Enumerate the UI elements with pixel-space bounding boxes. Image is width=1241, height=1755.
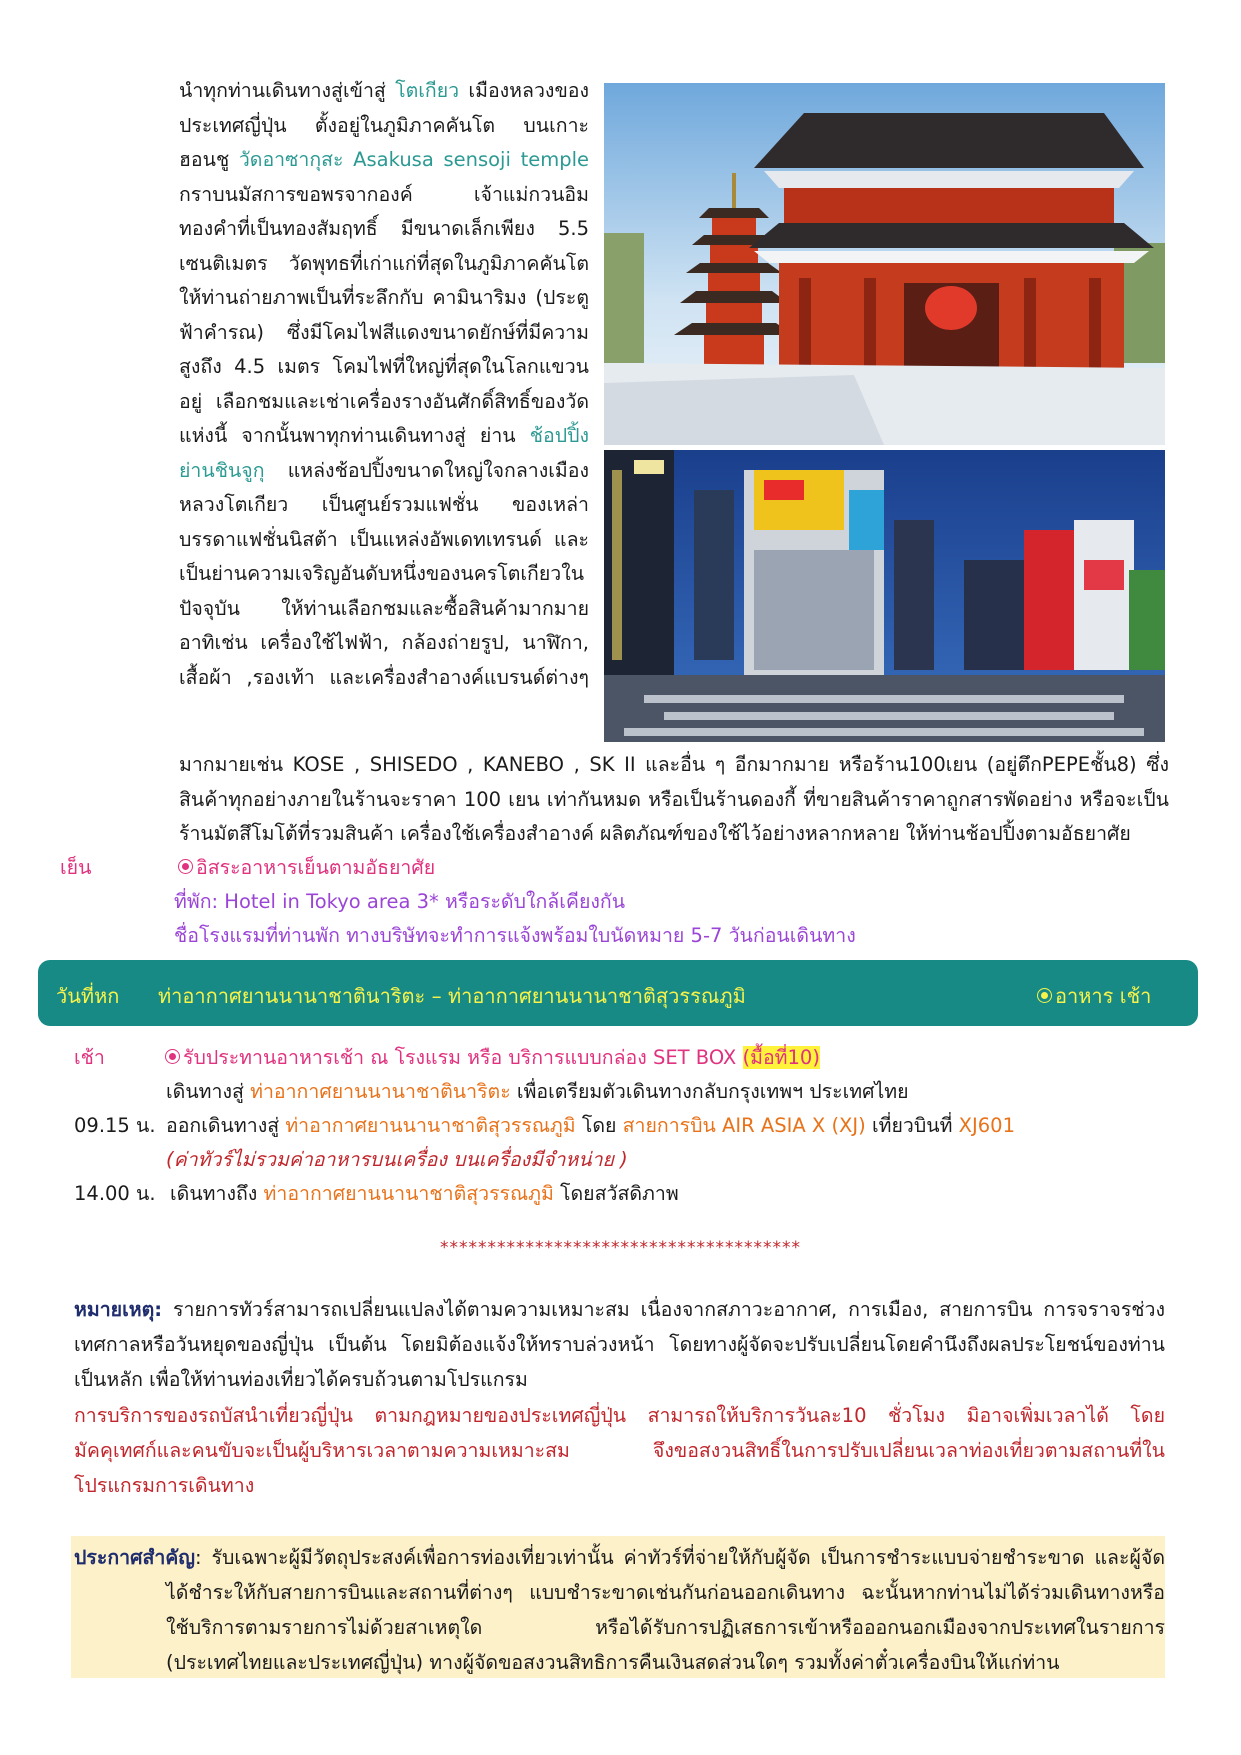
breakfast-text: รับประทานอาหารเช้า ณ โรงแรม หรือ บริการแบบกล่อง SET BOX xyxy=(183,1046,737,1069)
intro-text-2: เมืองหลวงของประเทศญี่ปุ่น ตั้งอยู่ในภูมิภาคคันโต บนเกาะฮอนชู xyxy=(179,79,590,171)
morning-label: เช้า xyxy=(74,1046,105,1069)
flight-number: XJ601 xyxy=(958,1114,1015,1137)
depart-pre: ออกเดินทางสู่ xyxy=(166,1114,280,1137)
by-text: โดย xyxy=(581,1114,617,1137)
meal-note: (ค่าทัวร์ไม่รวมค่าอาหารบนเครื่อง บนเครื่องมีจำหน่าย ) xyxy=(166,1148,628,1171)
travel-post: เพื่อเตรียมตัวเดินทางกลับกรุงเทพฯ ประเทศไทย xyxy=(516,1080,909,1103)
arrival-time: 14.00 น. xyxy=(74,1182,156,1205)
remark-label: หมายเหตุ: xyxy=(74,1298,163,1321)
star-divider: ************************************** xyxy=(440,1238,801,1258)
asakusa-highlight: วัดอาซากุสะ Asakusa sensoji temple xyxy=(238,148,589,171)
travel-pre: เดินทางสู่ xyxy=(166,1080,244,1103)
asakusa-temple-photo xyxy=(604,83,1165,445)
meal-number: (มื้อที่10) xyxy=(742,1046,820,1069)
intro-text-3: กราบนมัสการขอพรจากองค์ เจ้าแม่กวนอิมทองคำที่เป็นทองสัมฤทธิ์ มีขนาดเล็กเพียง 5.5 เซนติเมตร วัดพุทธที่เก่าแก่ที่สุดในภูมิภาคคันโต ให้ท่านถ่ายภาพเป็นที่ระลึกกับ คามินาริมง (ประตูฟ้าคำรณ) ซึ่งมีโคมไฟสีแดงขนาดยักษ์ที่มีความสูงถึง 4.5 เมตร โคมไฟที่ใหญ่ที่สุดในโลกแขวนอยู่ เลือกชมและเช่าเครื่องรางอันศักดิ์สิทธิ์ของวัดแห่งนี้ จากนั้นพาทุกท่านเดินทางสู่ ย่าน xyxy=(179,182,589,447)
flight-label: เที่ยวบินที่ xyxy=(871,1114,953,1137)
departure-time: 09.15 น. xyxy=(74,1114,156,1137)
suvarnabhumi-airport: ท่าอากาศยานนานาชาติสุวรรณภูมิ xyxy=(285,1114,576,1137)
remark-text: รายการทัวร์สามารถเปลี่ยนแปลงได้ตามความเหมาะสม เนื่องจากสภาวะอากาศ, การเมือง, สายการบิน การจราจรช่วงเทศกาลหรือวันหยุดของญี่ปุ่น เป็นต้น โดยมิต้องแจ้งให้ทราบล่วงหน้า โดยทางผู้จัดจะปรับเปลี่ยนโดยคำนึงถึงผลประโยชน์ของท่านเป็นหลัก เพื่อให้ท่านท่องเที่ยวได้ครบถ้วนตามโปรแกรม xyxy=(74,1298,1166,1391)
tokyo-highlight: โตเกียว xyxy=(395,79,460,102)
meals-text: อาหาร เช้า xyxy=(1055,984,1152,1008)
intro-text-1: นำทุกท่านเดินทางสู่เข้าสู่ xyxy=(179,79,386,102)
day-label: วันที่หก xyxy=(56,984,120,1008)
evening-label: เย็น xyxy=(60,856,92,879)
breakfast-line xyxy=(166,1042,820,1074)
arrival-airport: ท่าอากาศยานนานาชาติสุวรรณภูมิ xyxy=(263,1182,554,1205)
meal-plate-icon xyxy=(166,1050,179,1063)
meal-plate-icon xyxy=(1038,989,1051,1002)
shopping-paragraph: มากมายเช่น KOSE , SHISEDO , KANEBO , SK II และอื่น ๆ อีกมากมาย หรือร้าน100เยน (อยู่ตึกPEPEชั้น8) ซึ่งสินค้าทุกอย่างภายในร้านจะราคา 100 เยน เท่ากันหมด หรือเป็นร้านดองกี้ ที่ขายสินค้าราคาถูกสารพัดอย่าง หรือจะเป็นร้านมัตสึโมโต้ที่รวมสินค้า เครื่องใช้เครื่องสำอางค์ ผลิตภัณฑ์ของใช้ไว้อย่างหลากหลาย ให้ท่านช้อปปิ้งตามอัธยาศัย xyxy=(179,753,1169,845)
arrival-post: โดยสวัสดิภาพ xyxy=(560,1182,679,1205)
travel-line xyxy=(166,1076,909,1108)
important-notice xyxy=(74,1540,1165,1680)
arrival-pre: เดินทางถึง xyxy=(170,1182,258,1205)
day-six-band xyxy=(38,960,1198,1026)
bus-notice: การบริการของรถบัสนำเที่ยวญี่ปุ่น ตามกฎหมายของประเทศญี่ปุ่น สามารถให้บริการวันละ10 ชั่วโมง มิอาจเพิ่มเวลาได้ โดยมัคคุเทศก์และคนขับจะเป็นผู้บริหารเวลาตามความเหมาะสม จึงขอสงวนสิทธิ์ในการปรับเปลี่ยนเวลาท่องเที่ยวตามสถานที่ในโปรแกรมการเดินทาง xyxy=(74,1404,1165,1497)
intro-text-4: แหล่งช้อปปิ้งขนาดใหญ่ใจกลางเมืองหลวงโตเกียว เป็นศูนย์รวมแฟชั่น ของเหล่าบรรดาแฟชั่นนิสต้า เป็นแหล่งอัพเดทเทรนด์ และเป็นย่านความเจริญอันดับหนึ่งของนครโตเกียวในปัจจุบัน ให้ท่านเลือกชมและซื้อสินค้ามากมาย อาทิเช่น เครื่องใช้ไฟฟ้า, กล้องถ่ายรูป, นาฬิกา, เสื้อผ้า ,รองเท้า และเครื่องสำอางค์แบรนด์ต่างๆ xyxy=(179,458,589,689)
shinjuku-street-photo xyxy=(604,450,1165,742)
notice-label: ประกาศสำคัญ xyxy=(74,1546,195,1569)
day-meals xyxy=(1038,980,1151,1012)
arrival-line xyxy=(170,1178,679,1210)
dinner-text: อิสระอาหารเย็นตามอัธยาศัย xyxy=(196,856,436,879)
evening-dinner xyxy=(179,852,435,884)
hotel-note: ชื่อโรงแรมที่ท่านพัก ทางบริษัทจะทำการแจ้งพร้อมใบนัดหมาย 5-7 วันก่อนเดินทาง xyxy=(174,924,856,947)
narita-airport: ท่าอากาศยานนานาชาตินาริตะ xyxy=(250,1080,511,1103)
intro-paragraph xyxy=(179,74,589,695)
meal-plate-icon xyxy=(179,860,192,873)
day-route: ท่าอากาศยานนานาชาตินาริตะ – ท่าอากาศยานนานาชาติสุวรรณภูมิ xyxy=(158,984,746,1008)
hotel-line: ที่พัก: Hotel in Tokyo area 3* หรือระดับใกล้เคียงกัน xyxy=(174,890,626,913)
remark-paragraph xyxy=(74,1292,1165,1397)
notice-text: : รับเฉพาะผู้มีวัตถุประสงค์เพื่อการท่องเที่ยวเท่านั้น ค่าทัวร์ที่จ่ายให้กับผู้จัด เป็นการชำระแบบจ่ายชำระขาด และผู้จัดได้ชำระให้กับสายการบินและสถานที่ต่างๆ แบบชำระขาดเช่นกันก่อนออกเดินทาง ฉะนั้นหากท่านไม่ได้ร่วมเดินทางหรือใช้บริการตามรายการไม่ด้วยสาเหตุใด หรือได้รับการปฏิเสธการเข้าหรือออกนอกเมืองจากประเทศในรายการ (ประเทศไทยและประเทศญี่ปุ่น) ทางผู้จัดขอสงวนสิทธิการคืนเงินสดส่วนใดๆ รวมทั้งค่าตั๋วเครื่องบินให้แก่ท่าน xyxy=(166,1546,1165,1674)
airline: สายการบิน AIR ASIA X (XJ) xyxy=(622,1114,866,1137)
departure-line xyxy=(166,1110,1015,1142)
shinjuku-highlight: ช้อปปิ้งย่านชินจูกุ xyxy=(179,424,589,482)
